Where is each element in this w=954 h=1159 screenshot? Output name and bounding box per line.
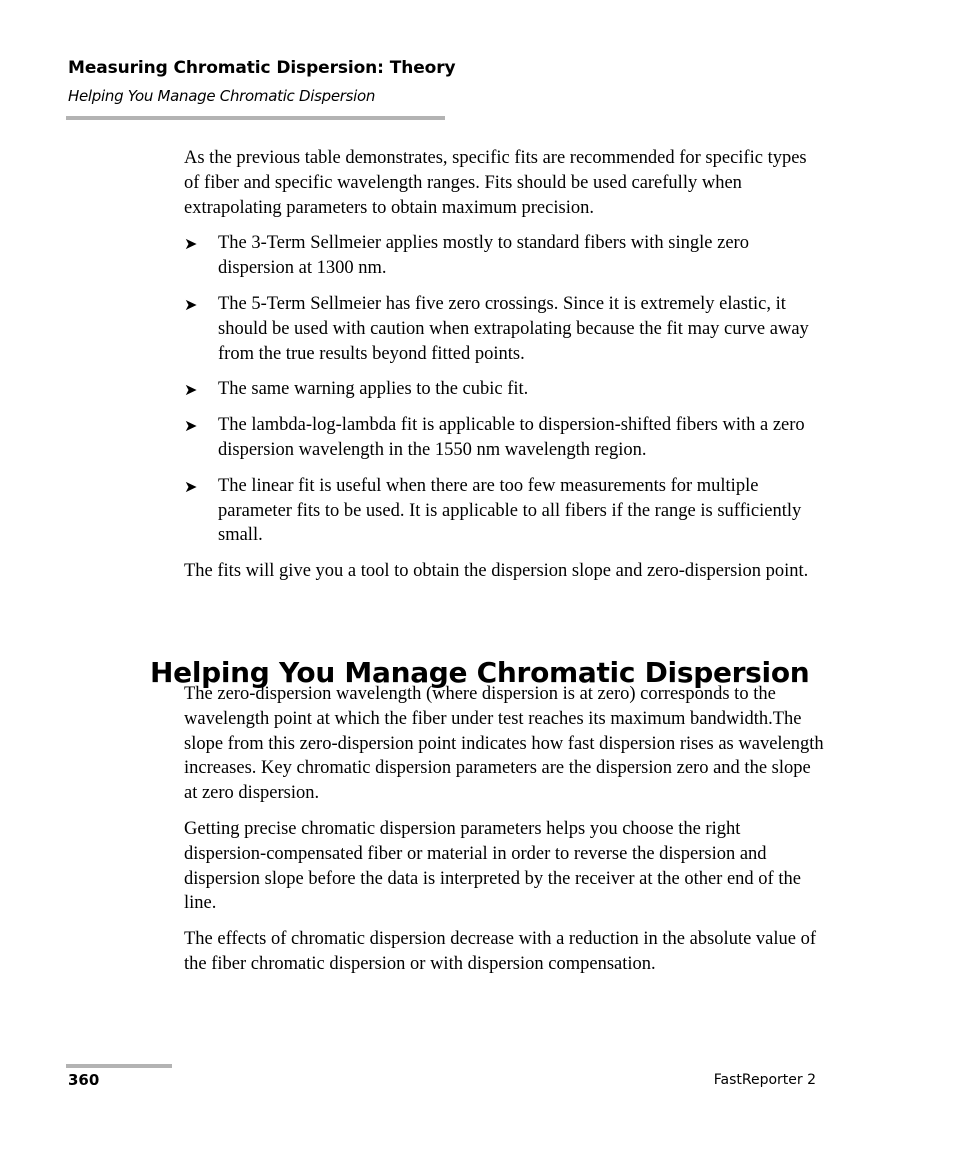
closing-paragraph: The fits will give you a tool to obtain the dispersion slope and zero-dispersion point. — [184, 561, 809, 582]
list-item-text: The lambda-log-lambda fit is applicable to dispersion-shifted fibers with a zero dispersion wavelength in the 1550 nm wavelength region. — [218, 415, 805, 460]
intro-content — [184, 146, 824, 595]
arrow-bullet-icon: ➤ — [184, 234, 198, 254]
arrow-bullet-icon: ➤ — [184, 380, 198, 400]
footer-divider — [66, 1064, 172, 1068]
section-paragraph: The zero-dispersion wavelength (where dispersion is at zero) corresponds to the wavelength point at which the fiber under test reaches its maximum bandwidth.The slope from this zero-dispersion point indicates how fast dispersion rises as wavelength increases. Key chromatic dispersion parameters are the dispersion zero and the slope at zero dispersion. — [184, 684, 824, 804]
list-item — [184, 474, 824, 548]
section-paragraph: Getting precise chromatic dispersion parameters helps you choose the right dispersion-compensated fiber or material in order to reverse the dispersion and dispersion slope before the data is interpreted by the receiver at the other end of the line. — [184, 818, 801, 914]
product-name: FastReporter 2 — [713, 1072, 816, 1088]
running-header — [68, 57, 456, 106]
list-item-text: The linear fit is useful when there are too few measurements for multiple parameter fits to be used. It is applicable to all fibers if the range is sufficiently small. — [218, 475, 802, 546]
list-item-text: The same warning applies to the cubic fit. — [218, 379, 529, 400]
arrow-bullet-icon: ➤ — [184, 476, 198, 496]
section-heading: Helping You Manage Chromatic Dispersion — [150, 656, 810, 690]
fit-notes-list — [184, 231, 824, 548]
list-item — [184, 231, 824, 281]
header-divider — [66, 116, 445, 120]
arrow-bullet-icon: ➤ — [184, 294, 198, 314]
list-item-text: The 5-Term Sellmeier has five zero crossings. Since it is extremely elastic, it should be used with caution when extrapolating because the fit may curve away from the true results beyond fitted points. — [218, 293, 809, 364]
chapter-title: Measuring Chromatic Dispersion: Theory — [68, 58, 456, 78]
arrow-bullet-icon: ➤ — [184, 416, 198, 436]
section-content — [184, 682, 824, 988]
intro-paragraph: As the previous table demonstrates, specific fits are recommended for specific types of fiber and specific wavelength ranges. Fits should be used carefully when extrapolating parameters to obtain maximum precision. — [184, 148, 807, 218]
section-paragraph: The effects of chromatic dispersion decrease with a reduction in the absolute value of the fiber chromatic dispersion or with dispersion compensation. — [184, 929, 817, 974]
section-subtitle: Helping You Manage Chromatic Dispersion — [68, 87, 376, 105]
page-number: 360 — [68, 1071, 100, 1089]
list-item — [184, 292, 824, 366]
list-item — [184, 377, 824, 402]
list-item-text: The 3-Term Sellmeier applies mostly to standard fibers with single zero dispersion at 1300 nm. — [218, 233, 749, 279]
list-item — [184, 413, 824, 463]
